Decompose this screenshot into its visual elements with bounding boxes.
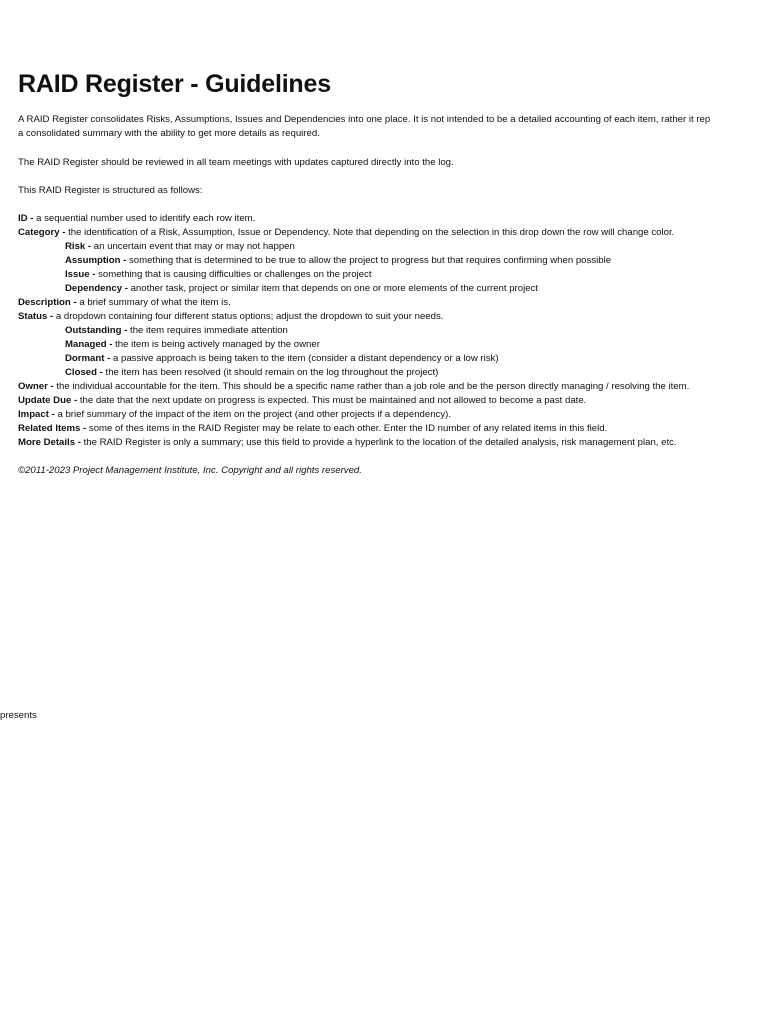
structure-intro: This RAID Register is structured as follows:	[18, 185, 203, 196]
definition-description: Description - a brief summary of what the item is.	[18, 297, 231, 308]
definition-risk: Risk - an uncertain event that may or may not happen	[65, 241, 295, 252]
definition-closed: Closed - the item has been resolved (it should remain on the log throughout the project)	[65, 367, 439, 378]
term-label: Risk	[65, 241, 86, 252]
term-label: Impact	[18, 409, 49, 420]
review-note: The RAID Register should be reviewed in all team meetings with updates captured directly into the log.	[18, 157, 454, 168]
term-description: the date that the next update on progress is expected. This must be maintained and not allowed to become a past date.	[79, 395, 587, 406]
definition-assumption: Assumption - something that is determined to be true to allow the project to progress but that requires confirming when possible	[65, 255, 612, 266]
term-label: Owner	[18, 381, 48, 392]
term-description: the item has been resolved (it should remain on the log throughout the project)	[105, 367, 439, 378]
definition-related-items: Related Items - some of thes items in the RAID Register may be relate to each other. Enter the ID number of any related items in this field.	[18, 423, 608, 434]
term-label: Issue	[65, 269, 90, 280]
term-description: a passive approach is being taken to the item (consider a distant dependency or a low risk)	[112, 353, 499, 364]
definition-impact: Impact - a brief summary of the impact of the item on the project (and other projects if a dependency).	[18, 409, 452, 420]
term-description: something that is determined to be true to allow the project to progress but that requires confirming when possible	[128, 255, 612, 266]
definition-id: ID - a sequential number used to identify each row item.	[18, 213, 256, 224]
intro-overflow-text: presents	[0, 710, 37, 721]
definition-outstanding: Outstanding - the item requires immediate attention	[65, 325, 288, 336]
term-description: some of thes items in the RAID Register may be relate to each other. Enter the ID number of any related items in this field.	[88, 423, 608, 434]
definition-status: Status - a dropdown containing four different status options; adjust the dropdown to suit your needs.	[18, 311, 444, 322]
definition-more-details: More Details - the RAID Register is only a summary; use this field to provide a hyperlink to the location of the detailed analysis, risk management plan, etc.	[18, 437, 677, 448]
definition-dependency: Dependency - another task, project or similar item that depends on one or more elements of the current project	[65, 283, 539, 294]
term-description: the individual accountable for the item. This should be a specific name rather than a job role and be the person directly managing / resolving the item.	[56, 381, 690, 392]
definition-owner: Owner - the individual accountable for the item. This should be a specific name rather than a job role and be the person directly managing / resolving the item.	[18, 381, 690, 392]
intro-line-1: A RAID Register consolidates Risks, Assumptions, Issues and Dependencies into one place. It is not intended to be a detailed accounting of each item, rather it rep	[18, 114, 711, 125]
term-label: Dependency	[65, 283, 123, 294]
term-label: Status	[18, 311, 48, 322]
definition-issue: Issue - something that is causing difficulties or challenges on the project	[65, 269, 372, 280]
term-description: the item requires immediate attention	[130, 325, 288, 336]
definition-dormant: Dormant - a passive approach is being taken to the item (consider a distant dependency or a low risk)	[65, 353, 499, 364]
intro-line-2: a consolidated summary with the ability to get more details as required.	[18, 128, 320, 139]
definition-category: Category - the identification of a Risk, Assumption, Issue or Dependency. Note that depending on the selection in this drop down the row will change color.	[18, 227, 675, 238]
term-description: the RAID Register is only a summary; use this field to provide a hyperlink to the location of the detailed analysis, risk management plan, etc.	[83, 437, 677, 448]
term-description: the identification of a Risk, Assumption, Issue or Dependency. Note that depending on the selection in this drop down the row will change color.	[68, 227, 675, 238]
term-label: Closed	[65, 367, 97, 378]
term-description: the item is being actively managed by the owner	[115, 339, 320, 350]
copyright-notice: ©2011-2023 Project Management Institute, Inc. Copyright and all rights reserved.	[18, 465, 362, 476]
term-label: Related Items	[18, 423, 81, 434]
term-label: Assumption	[65, 255, 121, 266]
definition-managed: Managed - the item is being actively managed by the owner	[65, 339, 320, 350]
term-label: Outstanding	[65, 325, 122, 336]
term-label: ID	[18, 213, 28, 224]
term-label: Category	[18, 227, 60, 238]
term-description: an uncertain event that may or may not happen	[93, 241, 295, 252]
definition-update-due: Update Due - the date that the next update on progress is expected. This must be maintained and not allowed to become a past date.	[18, 395, 587, 406]
term-description: a dropdown containing four different status options; adjust the dropdown to suit your needs.	[55, 311, 444, 322]
term-label: Managed	[65, 339, 107, 350]
term-description: a brief summary of the impact of the item on the project (and other projects if a dependency).	[57, 409, 452, 420]
term-description: something that is causing difficulties or challenges on the project	[98, 269, 372, 280]
term-label: Update Due	[18, 395, 72, 406]
term-label: Dormant	[65, 353, 105, 364]
term-description: a brief summary of what the item is.	[79, 297, 231, 308]
page-title: RAID Register - Guidelines	[18, 70, 331, 98]
term-label: More Details	[18, 437, 76, 448]
term-description: another task, project or similar item that depends on one or more elements of the current project	[130, 283, 539, 294]
term-label: Description	[18, 297, 71, 308]
term-description: a sequential number used to identify each row item.	[36, 213, 256, 224]
